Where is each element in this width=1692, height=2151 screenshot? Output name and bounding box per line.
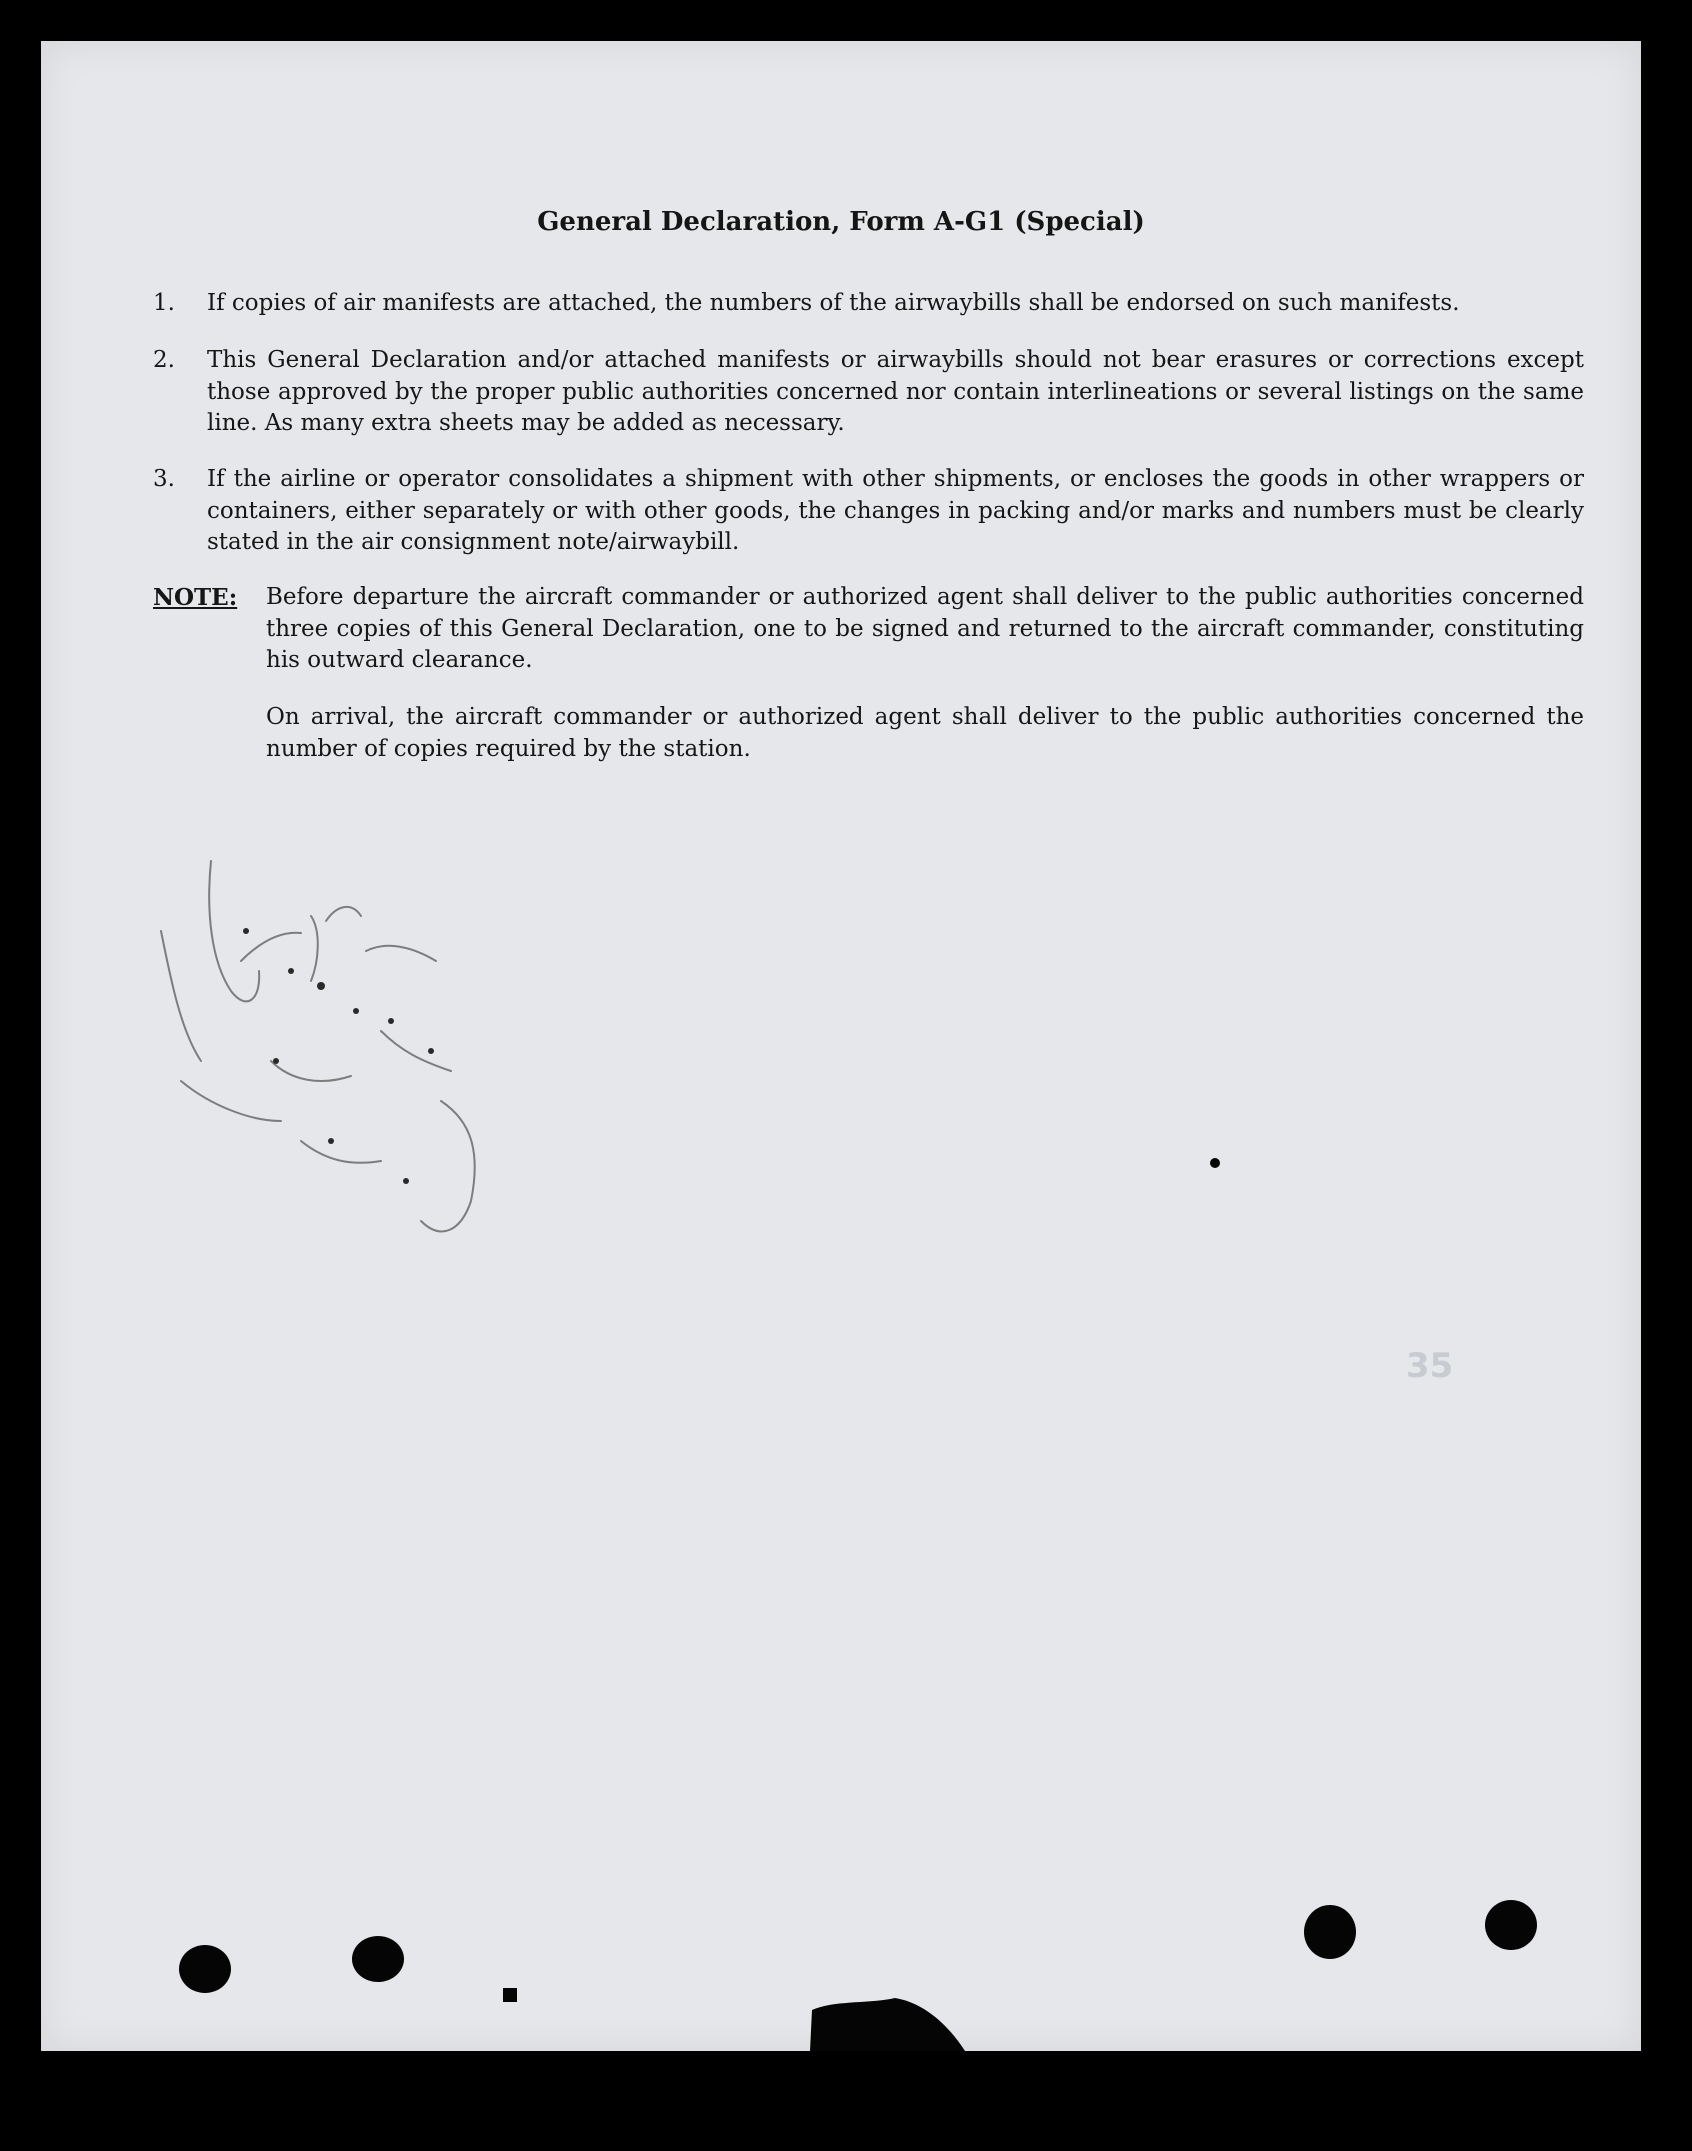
item-text: This General Declaration and/or attached manifests or airwaybills should not bear erasures or corrections except those approved by the proper public authorities concerned nor contain interlineations or several listings on the same line. As many extra sheets may be added as necessary. xyxy=(207,347,1584,436)
instruction-item-1 xyxy=(153,288,1584,320)
note-label: NOTE: xyxy=(153,584,238,611)
handwritten-signature xyxy=(151,821,571,1301)
instruction-item-2 xyxy=(153,345,1584,440)
note-paragraph-1: Before departure the aircraft commander or authorized agent shall deliver to the public authorities concerned three copies of this General Declaration, one to be signed and returned to the aircraft commander, constituting his outward clearance. xyxy=(266,584,1584,673)
item-text: If the airline or operator consolidates a shipment with other shipments, or encloses the goods in other wrappers or containers, either separately or with other goods, the changes in packing and/or marks and numbers must be clearly stated in the air consignment note/airwaybill. xyxy=(207,466,1584,555)
note-paragraph-2: On arrival, the aircraft commander or authorized agent shall deliver to the public authorities concerned the number of copies required by the station. xyxy=(266,704,1584,762)
faint-page-number: 35 xyxy=(1406,1346,1454,1386)
item-number: 2. xyxy=(153,347,175,373)
item-number: 1. xyxy=(153,290,175,316)
instruction-item-3 xyxy=(153,464,1584,559)
item-number: 3. xyxy=(153,466,175,492)
form-title: General Declaration, Form A-G1 (Special) xyxy=(537,207,1145,237)
item-text: If copies of air manifests are attached, the numbers of the airwaybills shall be endorsed on such manifests. xyxy=(207,290,1460,316)
document-page xyxy=(41,41,1641,2051)
note-section xyxy=(153,582,1584,677)
